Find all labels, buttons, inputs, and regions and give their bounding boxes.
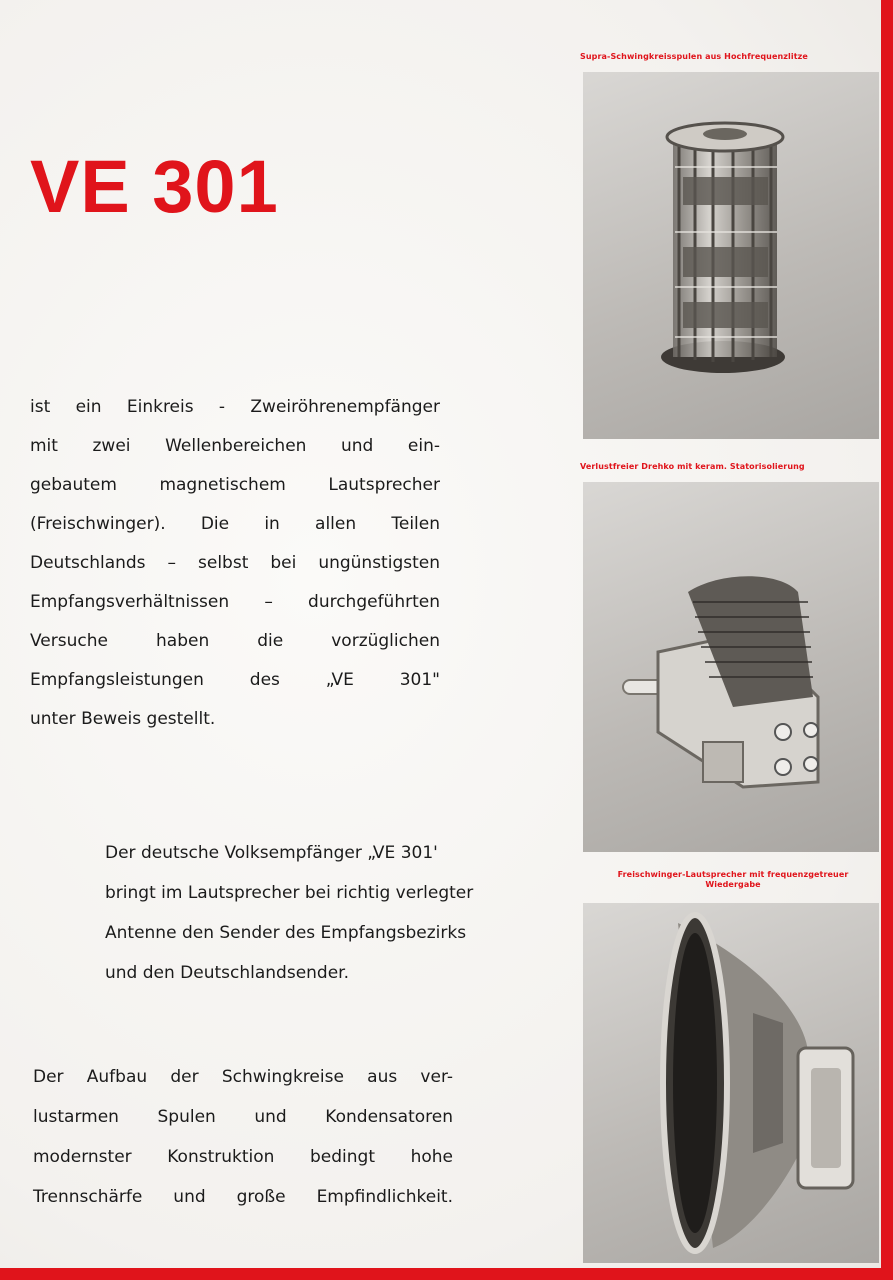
intro-paragraph [30, 388, 440, 739]
intro-line: Deutschlands – selbst bei ungünstigsten [30, 553, 440, 573]
intro-line: Empfangsverhältnissen – durchgeführten [30, 592, 440, 612]
intro-line: mit zwei Wellenbereichen und ein- [30, 436, 440, 456]
bottom-line: modernster Konstruktion bedingt hohe [33, 1147, 453, 1167]
capacitor-photo [583, 482, 879, 852]
intro-line: ist ein Einkreis - Zweiröhrenempfänger [30, 397, 440, 417]
capacitor-icon [583, 482, 879, 852]
intro-line: unter Beweis gestellt. [30, 709, 216, 729]
speaker-caption-line-2: Wiedergabe [705, 880, 761, 889]
intro-line: (Freischwinger). Die in allen Teilen [30, 514, 440, 534]
speaker-caption-line-1: Freischwinger-Lautsprecher mit frequenzgetreuer [617, 870, 849, 879]
bottom-line: Trennschärfe und große Empfindlichkeit. [33, 1187, 453, 1207]
coil-photo [583, 72, 879, 439]
intro-line: Versuche haben die vorzüglichen [30, 631, 440, 651]
speaker-photo [583, 903, 879, 1263]
coil-caption: Supra-Schwingkreisspulen aus Hochfrequenzlitze [580, 52, 808, 61]
middle-line: Der deutsche Volksempfänger „VE 301' [105, 843, 438, 863]
loudspeaker-icon [583, 903, 879, 1263]
middle-paragraph [105, 833, 525, 993]
bottom-line: Der Aufbau der Schwingkreise aus ver- [33, 1067, 453, 1087]
red-border-right [881, 0, 893, 1280]
speaker-caption [583, 870, 883, 890]
page-title: VE 301 [30, 145, 279, 228]
intro-line: gebautem magnetischem Lautsprecher [30, 475, 440, 495]
bottom-line: lustarmen Spulen und Kondensatoren [33, 1107, 453, 1127]
bottom-paragraph [33, 1057, 453, 1217]
intro-line: Empfangsleistungen des „VE 301" [30, 670, 440, 690]
middle-line: und den Deutschlandsender. [105, 963, 350, 983]
capacitor-caption: Verlustfreier Drehko mit keram. Statorisolierung [580, 462, 805, 471]
coil-icon [583, 72, 879, 439]
middle-line: Antenne den Sender des Empfangsbezirks [105, 923, 467, 943]
middle-line: bringt im Lautsprecher bei richtig verlegter [105, 883, 474, 903]
red-border-bottom [0, 1268, 893, 1280]
